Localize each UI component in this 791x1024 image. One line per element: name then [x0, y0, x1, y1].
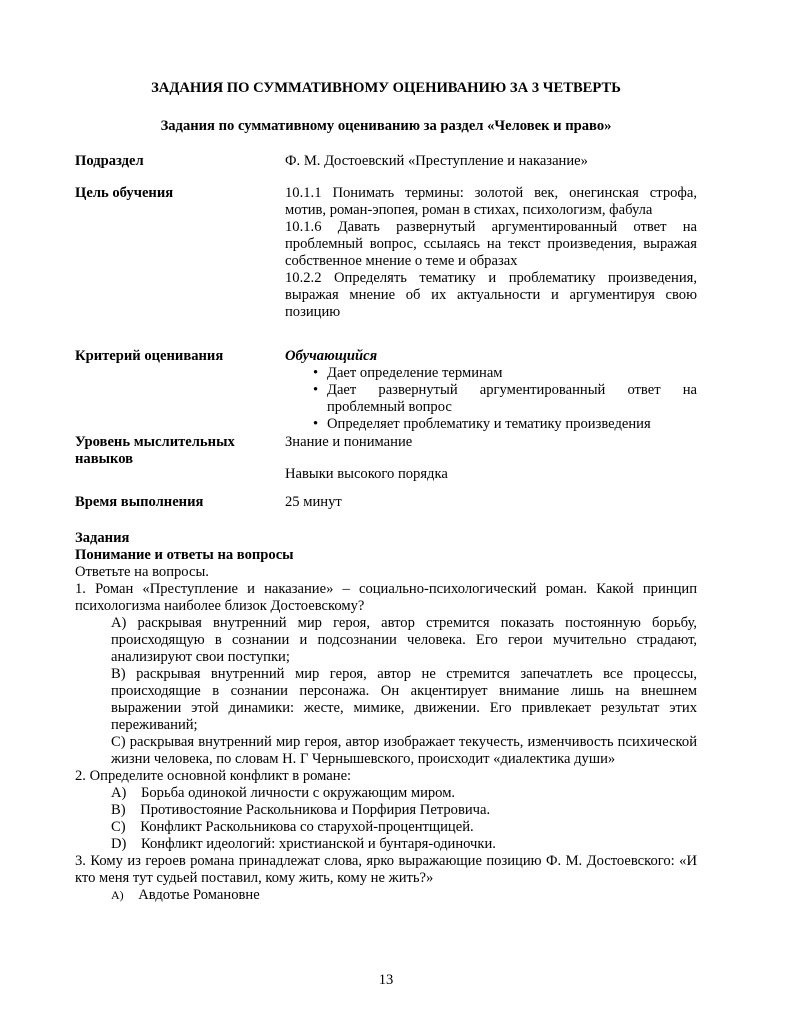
subsection-value: Ф. М. Достоевский «Преступление и наказание»	[285, 153, 588, 169]
skills-label: Уровень мыслительных навыков	[75, 434, 235, 467]
subsection-label: Подраздел	[75, 153, 144, 169]
question-2: 2. Определите основной конфликт в романе:	[75, 768, 352, 784]
answer-option: A) раскрывая внутренний мир героя, автор стремится показать постоянную борьбу, происходящую в сознании и подсознании человека. Его герои мучительно страдают, анализируют свои поступки;	[111, 615, 697, 665]
tasks-heading: Задания	[75, 530, 130, 546]
criteria-head: Обучающийся	[285, 348, 378, 364]
criteria-item: • Определяет проблематику и тематику произведения	[313, 416, 697, 433]
meta-row-criteria	[75, 348, 697, 434]
goal-item: 10.2.2 Определять тематику и проблематику произведения, выражая мнение об их актуальности и аргументируя свою позицию	[285, 270, 697, 320]
criteria-item: • Дает определение терминам	[313, 365, 697, 382]
page-number: 13	[378, 972, 394, 988]
question-3-options	[75, 887, 697, 904]
goal-list	[285, 185, 697, 348]
page-title: ЗАДАНИЯ ПО СУММАТИВНОМУ ОЦЕНИВАНИЮ ЗА 3 ЧЕТВЕРТЬ	[151, 80, 621, 96]
question-2-options	[75, 785, 697, 853]
skill-item: Навыки высокого порядка	[285, 466, 448, 482]
goal-item: 10.1.1 Понимать термины: золотой век, онегинская строфа, мотив, роман-эпопея, роман в стихах, психологизм, фабула	[285, 185, 697, 218]
meta-row-goals	[75, 185, 697, 348]
answer-option: C) Конфликт Раскольникова со старухой-процентщицей.	[111, 819, 474, 835]
criteria-block	[285, 348, 697, 434]
document-page	[75, 0, 697, 1024]
answer-option: A) Авдотье Романовне	[111, 887, 260, 903]
tasks-subheading: Понимание и ответы на вопросы	[75, 547, 294, 563]
criteria-item: • Дает развернутый аргументированный ответ на проблемный вопрос	[313, 382, 697, 416]
goal-label: Цель обучения	[75, 185, 174, 201]
answer-option: B) Противостояние Раскольникова и Порфирия Петровича.	[111, 802, 491, 818]
meta-row-time	[75, 494, 697, 524]
meta-row-skills	[75, 434, 697, 494]
answer-option: D) Конфликт идеологий: христианской и бунтаря-одиночки.	[111, 836, 496, 852]
time-value: 25 минут	[285, 494, 342, 510]
goal-item: 10.1.6 Давать развернутый аргументированный ответ на проблемный вопрос, ссылаясь на текст произведения, выражая собственное мнение о теме и образах	[285, 219, 697, 269]
criteria-label: Критерий оценивания	[75, 348, 224, 364]
answer-option: C) раскрывая внутренний мир героя, автор изображает текучесть, изменчивость психической жизни человека, по словам Н. Г Чернышевского, происходит «диалектика души»	[111, 734, 697, 767]
question-1-options	[75, 615, 697, 768]
time-label: Время выполнения	[75, 494, 204, 510]
tasks-section	[75, 530, 697, 904]
skill-item: Знание и понимание	[285, 434, 413, 450]
section-subtitle: Задания по суммативному оцениванию за раздел «Человек и право»	[160, 118, 612, 134]
assessment-meta-table	[75, 153, 697, 524]
question-1: 1. Роман «Преступление и наказание» – социально-психологический роман. Какой принцип психологизма наиболее близок Достоевскому?	[75, 581, 697, 614]
skills-list	[285, 434, 697, 494]
meta-row-subsection	[75, 153, 697, 185]
answer-option: A) Борьба одинокой личности с окружающим миром.	[111, 785, 456, 801]
answer-option: B) раскрывая внутренний мир героя, автор не стремится запечатлеть все процессы, происходящие в сознании персонажа. Он акцентирует внимание лишь на внешнем выражении этой динамики: жесте, мимике, движении. Его привлекает результат этих переживаний;	[111, 666, 697, 733]
criteria-list	[285, 365, 697, 433]
tasks-instruction: Ответьте на вопросы.	[75, 564, 209, 580]
question-3: 3. Кому из героев романа принадлежат слова, ярко выражающие позицию Ф. М. Достоевского: «И кто меня тут судьей поставил, кому жить, кому не жить?»	[75, 853, 697, 886]
